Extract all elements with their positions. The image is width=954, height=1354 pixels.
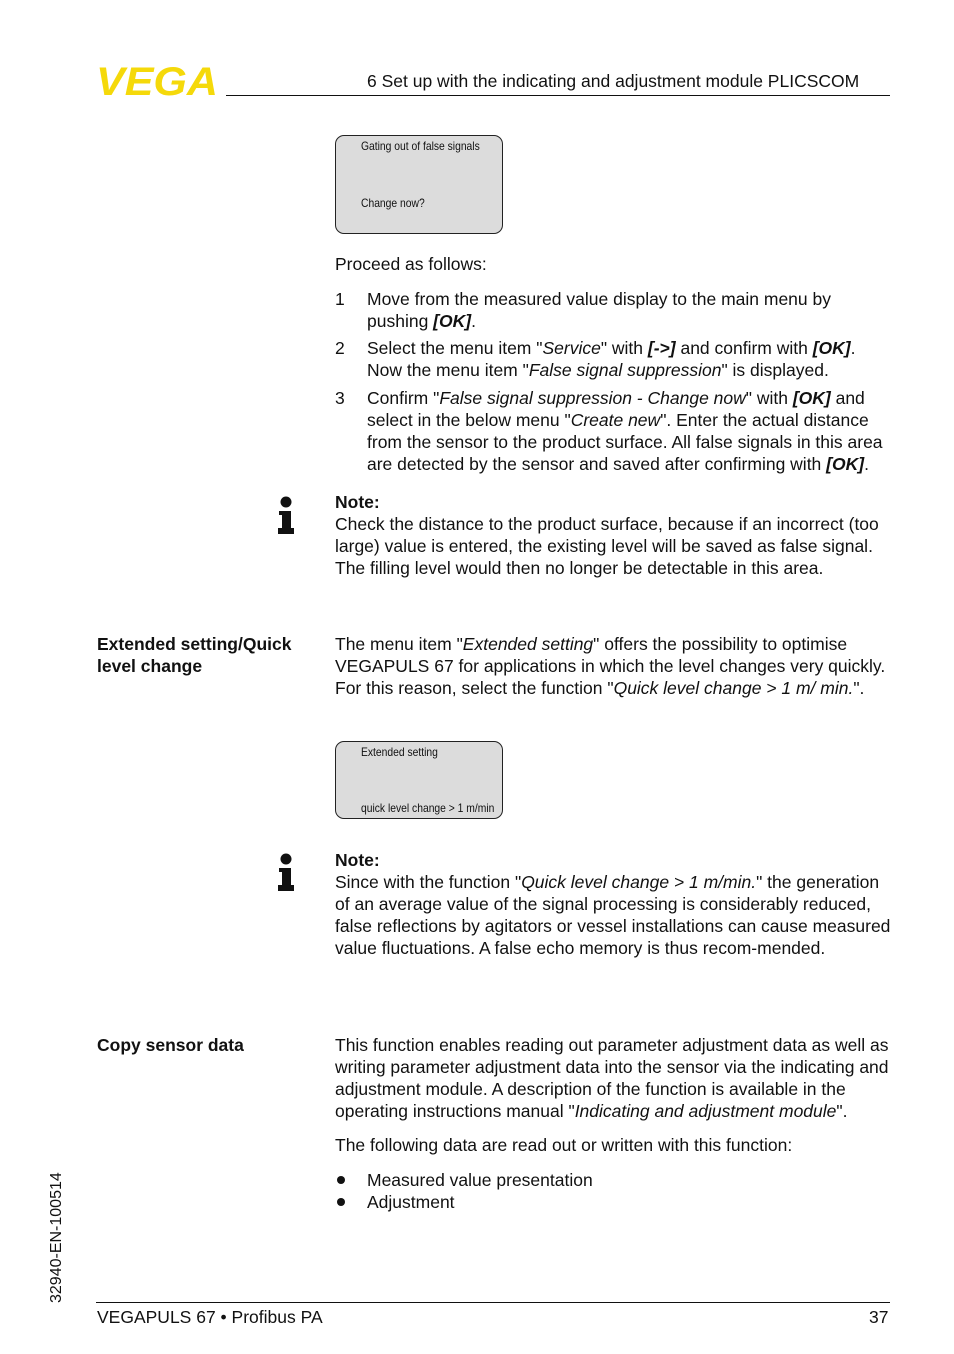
step-text: Move from the measured value display to the main menu by pushing [OK]. [367, 289, 831, 331]
bullet-icon [337, 1176, 345, 1184]
svg-text:VEGA: VEGA [96, 64, 218, 98]
note-2 [335, 849, 891, 959]
step-text: Confirm "False signal suppression - Change now" with [OK] and select in the below menu "Create new". Enter the actual distance from the sensor to the product surface. All false signals in this area are detected by the sensor and saved after confirming with [OK]. [367, 388, 883, 474]
display-line-2: quick level change > 1 m/min [361, 801, 495, 815]
display-line-1: Gating out of false signals [361, 139, 480, 153]
footer-product: VEGAPULS 67 • Profibus PA [97, 1307, 323, 1327]
header-rule [226, 95, 890, 96]
section-heading-copy-sensor-data: Copy sensor data [97, 1035, 244, 1055]
display-line-1: Extended setting [361, 745, 438, 759]
display-line-2: Change now? [361, 196, 425, 210]
section-heading-extended-setting: Extended setting/Quick level change [97, 634, 292, 676]
page-number: 37 [869, 1307, 889, 1327]
step-number: 2 [335, 338, 345, 358]
step-number: 3 [335, 388, 345, 408]
info-icon [278, 496, 294, 536]
vega-logo [96, 64, 220, 98]
section-3-text: This function enables reading out parameter adjustment data as well as writing parameter adjustment data into the sensor via the indicating and adjustment module. A description of the function is available in the operating instructions manual "Indicating and adjustment module". [335, 1035, 889, 1121]
info-icon [278, 853, 294, 893]
note-title: Note: [335, 492, 380, 512]
display-false-signals [335, 135, 503, 234]
intro-text: Proceed as follows: [335, 254, 487, 274]
section-2-text: The menu item "Extended setting" offers the possibility to optimise VEGAPULS 67 for applications in which the level changes very quickly. For this reason, select the function "Quick level change > 1 m/ min.". [335, 634, 886, 698]
list-item: Measured value presentation [367, 1170, 593, 1190]
note-1 [335, 491, 891, 579]
list-item: Adjustment [367, 1192, 455, 1212]
note-text: Since with the function "Quick level change > 1 m/min." the generation of an average value of the signal processing is considerably reduced, false reflections by agitators or vessel installations can cause measured value fluctuations. A false echo memory is thus recom-mended. [335, 872, 891, 958]
section-3-text-2: The following data are read out or written with this function: [335, 1135, 793, 1155]
section-title: 6 Set up with the indicating and adjustment module PLICSCOM [367, 71, 860, 91]
step-text: Select the menu item "Service" with [->] and confirm with [OK]. Now the menu item "False signal suppression" is displayed. [367, 338, 856, 380]
footer-rule [96, 1302, 890, 1303]
bullet-icon [337, 1198, 345, 1206]
display-extended-setting [335, 741, 503, 819]
note-text: Check the distance to the product surface, because if an incorrect (too large) value is entered, the existing level will be saved as false signal. The filling level would then no longer be detectable in this area. [335, 514, 879, 578]
step-number: 1 [335, 289, 345, 309]
document-id: 32940-EN-100514 [48, 1172, 65, 1303]
note-title: Note: [335, 850, 380, 870]
